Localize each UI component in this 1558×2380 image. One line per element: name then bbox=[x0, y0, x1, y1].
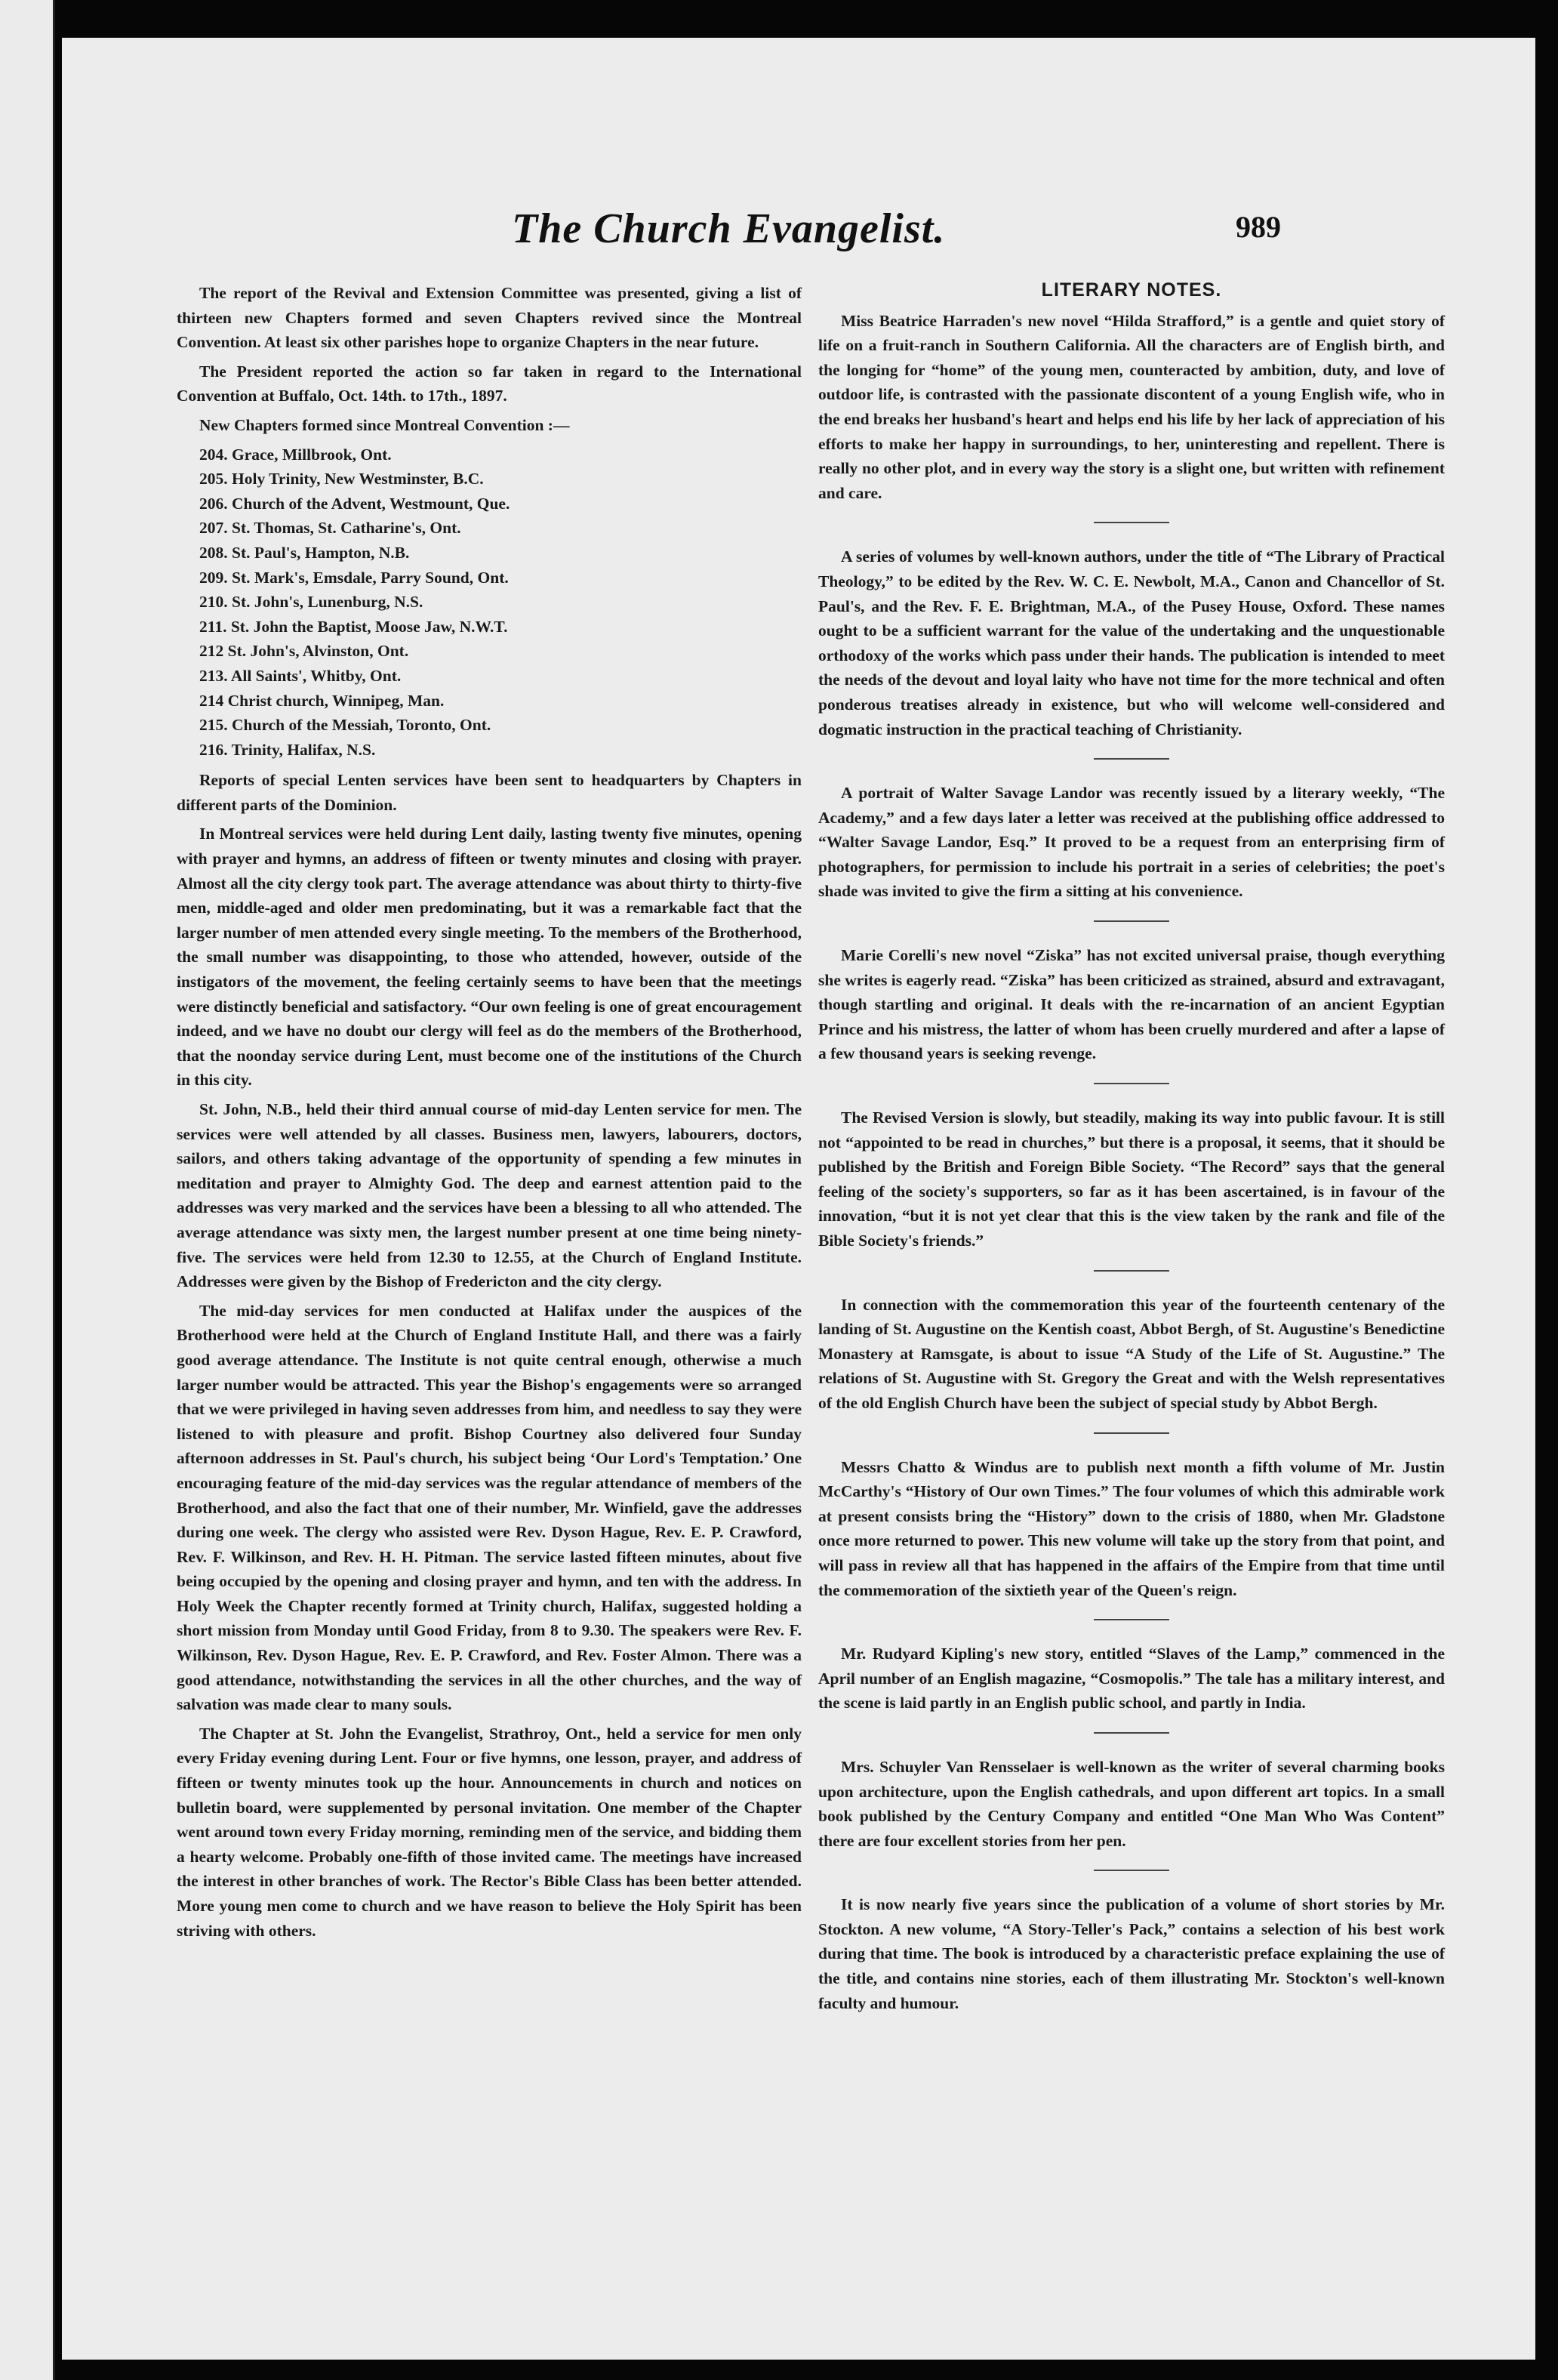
list-item: 210. St. John's, Lunenburg, N.S. bbox=[199, 593, 423, 612]
list-item: 213. All Saints', Whitby, Ont. bbox=[199, 666, 402, 685]
divider bbox=[1094, 1870, 1169, 1871]
paragraph-revival-report: The report of the Revival and Extension Committee was presented, giving a list of thirteen new Chapters formed and seven Chapters revived since the Montreal Convention. At least six other parishes hope to organize Chapters in the near future. bbox=[177, 284, 802, 352]
list-item: 214 Christ church, Winnipeg, Man. bbox=[199, 691, 445, 710]
list-item: 208. St. Paul's, Hampton, N.B. bbox=[199, 543, 410, 562]
literary-note: In connection with the commemoration this year of the fourteenth centenary of the landing of St. Augustine on the Kentish coast, Abbot Bergh, of St. Augustine's Benedictine Monastery at Ramsgate, is about to issue “A Study of the Life of St. Augustine.” The relations of St. Augustine with St. Gregory the Great and with the Welsh representatives of the old English Church have been the subject of special study by Abbot Bergh. bbox=[818, 1295, 1445, 1412]
page-header bbox=[62, 193, 1535, 253]
page-number: 989 bbox=[1236, 210, 1281, 244]
divider bbox=[1094, 1270, 1169, 1272]
literary-note: Mr. Rudyard Kipling's new story, entitled “Slaves of the Lamp,” commenced in the April number of an English magazine, “Cosmopolis.” The tale has a military interest, and the scene is laid partly in an English public school, and partly in India. bbox=[818, 1645, 1445, 1713]
literary-note: It is now nearly five years since the publication of a volume of short stories by Mr. Stockton. A new volume, “A Story-Teller's Pack,” contains a selection of his best work during that time. The book is introduced by a characteristic preface explaining the use of the title, and contains nine stories, each of them illustrating Mr. Stockton's well-known faculty and humour. bbox=[818, 1895, 1445, 2012]
divider bbox=[1094, 1432, 1169, 1434]
literary-note: Mrs. Schuyler Van Rensselaer is well-known as the writer of several charming books upon architecture, upon the English cathedrals, and upon different art topics. In a small book published by the Century Company and entitled “One Man Who Was Content” there are four excellent stories from her pen. bbox=[818, 1757, 1445, 1850]
paragraph-president-report: The President reported the action so far taken in regard to the International Convention at Buffalo, Oct. 14th. to 17th., 1897. bbox=[177, 362, 802, 405]
divider bbox=[1094, 1732, 1169, 1734]
literary-note: Miss Beatrice Harraden's new novel “Hilda Strafford,” is a gentle and quiet story of life on a fruit-ranch in Southern California. All the characters are of English birth, and the longing for “home” of the young men, counteracted by ambition, duty, and love of outdoor life, is contrasted with the passionate discontent of a young English wife, who in the end breaks her husband's heart and helps end his life by her lack of appreciation of his efforts to make her happy in surroundings, to her, uninteresting and repellent. There is really no other plot, and in every way the story is a slight one, but written with refinement and care. bbox=[818, 311, 1445, 502]
list-item: 204. Grace, Millbrook, Ont. bbox=[199, 445, 392, 464]
literary-note: Messrs Chatto & Windus are to publish next month a fifth volume of Mr. Justin McCarthy's “History of Our own Times.” The four volumes of which this admirable work at present consists bring the “History” down to the crisis of 1880, when Mr. Gladstone once more returned to power. This new volume will take up the story from that point, and will pass in review all that has happened in the affairs of the Empire from that time until the commemoration of the sixtieth year of the Queen's reign. bbox=[818, 1457, 1445, 1599]
list-item: 205. Holy Trinity, New Westminster, B.C. bbox=[199, 470, 484, 489]
literary-note: Marie Corelli's new novel “Ziska” has not excited universal praise, though everything she writes is eagerly read. “Ziska” has been criticized as strained, absurd and extravagant, though startling and original. It deals with the re-incarnation of an ancient Egyptian Prince and his mistress, the latter of whom has been cruelly murdered and after a lapse of a few thousand years is seeking revenge. bbox=[818, 946, 1445, 1063]
literary-notes-heading: LITERARY NOTES. bbox=[1041, 279, 1222, 301]
list-item: 209. St. Mark's, Emsdale, Parry Sound, Ont. bbox=[199, 568, 509, 587]
list-item: 207. St. Thomas, St. Catharine's, Ont. bbox=[199, 519, 461, 538]
new-chapters-intro: New Chapters formed since Montreal Convention :— bbox=[199, 415, 570, 434]
facing-page-edge bbox=[0, 0, 55, 2380]
paragraph-lenten-reports: Reports of special Lenten services have been sent to headquarters by Chapters in different parts of the Dominion. bbox=[177, 771, 802, 814]
list-item: 216. Trinity, Halifax, N.S. bbox=[199, 740, 376, 759]
paragraph-st-john: St. John, N.B., held their third annual course of mid-day Lenten service for men. The services were well attended by all classes. Business men, lawyers, labourers, doctors, sailors, and others taking advantage of the opportunity of spending a few minutes in meditation and prayer to Almighty God. The deep and earnest attention paid to the addresses was very marked and the services have been a blessing to all who attended. The average attendance was sixty men, the largest number present at one time being ninety-five. The services were held from 12.30 to 12.55, at the Church of England Institute. Addresses were given by the Bishop of Fredericton and the city clergy. bbox=[177, 1100, 802, 1291]
divider bbox=[1094, 1083, 1169, 1084]
divider bbox=[1094, 758, 1169, 760]
divider bbox=[1094, 920, 1169, 922]
list-item: 206. Church of the Advent, Westmount, Que. bbox=[199, 494, 510, 513]
divider bbox=[1094, 522, 1169, 523]
paragraph-halifax: The mid-day services for men conducted at Halifax under the auspices of the Brotherhood were held at the Church of England Institute Hall, and there was a fairly good average attendance. The Institute is not quite central enough, otherwise a much larger number would be attracted. This year the Bishop's engagements were so arranged that we were privileged in having seven addresses from him, and needless to say they were listened to with pleasure and profit. Bishop Courtney also delivered four Sunday afternoon addresses in St. Paul's church, his subject being ‘Our Lord's Temptation.’ One encouraging feature of the mid-day services was the regular attendance of members of the Brotherhood, and also the fact that one of their number, Mr. Winfield, gave the addresses during one week. The clergy who assisted were Rev. Dyson Hague, Rev. E. P. Crawford, Rev. F. Wilkinson, and Rev. H. H. Pitman. The service lasted fifteen minutes, about five being occupied by the opening and closing prayer and hymn, and ten with the address. In Holy Week the Chapter recently formed at Trinity church, Halifax, suggested holding a short mission from Monday until Good Friday, from 8 to 9.30. The speakers were Rev. F. Wilkinson, Rev. Dyson Hague, Rev. E. P. Crawford, and Rev. Foster Almon. There was a good attendance, notwithstanding the services in all the other churches, and the way of salvation was made clear to many souls. bbox=[177, 1301, 802, 1714]
list-item: 211. St. John the Baptist, Moose Jaw, N.W.T. bbox=[199, 617, 508, 636]
paragraph-montreal: In Montreal services were held during Lent daily, lasting twenty five minutes, opening with prayer and hymns, an address of fifteen or twenty minutes and closing with prayer. Almost all the city clergy took part. The average attendance was about thirty to thirty-five men, middle-aged and older men predominating, but it was a remarkable fact that the larger number of men attended every single meeting. To the members of the Brotherhood, the small number was disappointing, to those who attended, however, outside of the instigators of the movement, the feeling certainly seems to have been that the meetings were distinctly beneficial and satisfactory. “Our own feeling is one of great encouragement indeed, and we have no doubt our clergy will feel as do the members of the Brotherhood, that the noonday service during Lent, must become one of the institutions of the Church in this city. bbox=[177, 825, 802, 1090]
paragraph-strathroy: The Chapter at St. John the Evangelist, Strathroy, Ont., held a service for men only every Friday evening during Lent. Four or five hymns, one lesson, prayer, and address of fifteen or twenty minutes took up the hour. Announcements in church and notices on bulletin board, were supplemented by personal invitation. One member of the Chapter went around town every Friday morning, reminding men of the service, and bidding them a hearty welcome. Probably one-fifth of those invited came. The meetings have increased the interest in other branches of work. The Rector's Bible Class has been better attended. More young men come to church and we have reason to believe the Holy Spirit has been striving with others. bbox=[177, 1724, 802, 1940]
left-column bbox=[177, 281, 802, 1947]
chapter-list bbox=[177, 442, 802, 763]
document-page bbox=[62, 38, 1535, 2360]
list-item: 212 St. John's, Alvinston, Ont. bbox=[199, 642, 409, 661]
divider bbox=[1094, 1619, 1169, 1620]
literary-note: A portrait of Walter Savage Landor was recently issued by a literary weekly, “The Academy,” and a few days later a letter was received at the publishing office addressed to “Walter Savage Landor, Esq.” It proved to be a request from an enterprising firm of photographers, for permission to include his portrait in a series of celebrities; the poet's shade was invited to give the firm a sitting at his convenience. bbox=[818, 784, 1445, 901]
right-column bbox=[818, 281, 1445, 2020]
list-item: 215. Church of the Messiah, Toronto, Ont. bbox=[199, 716, 491, 735]
literary-note: The Revised Version is slowly, but steadily, making its way into public favour. It is still not “appointed to be read in churches,” but there is a proposal, it seems, that it should be published by the British and Foreign Bible Society. “The Record” says that the general feeling of the society's supporters, so far as it has been ascertained, is in favour of the innovation, “but it is not yet clear that this is the view taken by the rank and file of the Bible Society's friends.” bbox=[818, 1108, 1445, 1250]
literary-note: A series of volumes by well-known authors, under the title of “The Library of Practical Theology,” to be edited by the Rev. W. C. E. Newbolt, M.A., Canon and Chancellor of St. Paul's, and the Rev. F. E. Brightman, M.A., of the Pusey House, Oxford. These names ought to be a sufficient warrant for the value of the undertaking and the unquestionable orthodoxy of the works which pass under their hands. The publication is intended to meet the needs of the devout and loyal laity who have not time for the more technical and often ponderous treatises already in existence, but who will welcome well-considered and dogmatic instruction in the practical teaching of Christianity. bbox=[818, 547, 1445, 738]
journal-title: The Church Evangelist. bbox=[512, 205, 946, 252]
